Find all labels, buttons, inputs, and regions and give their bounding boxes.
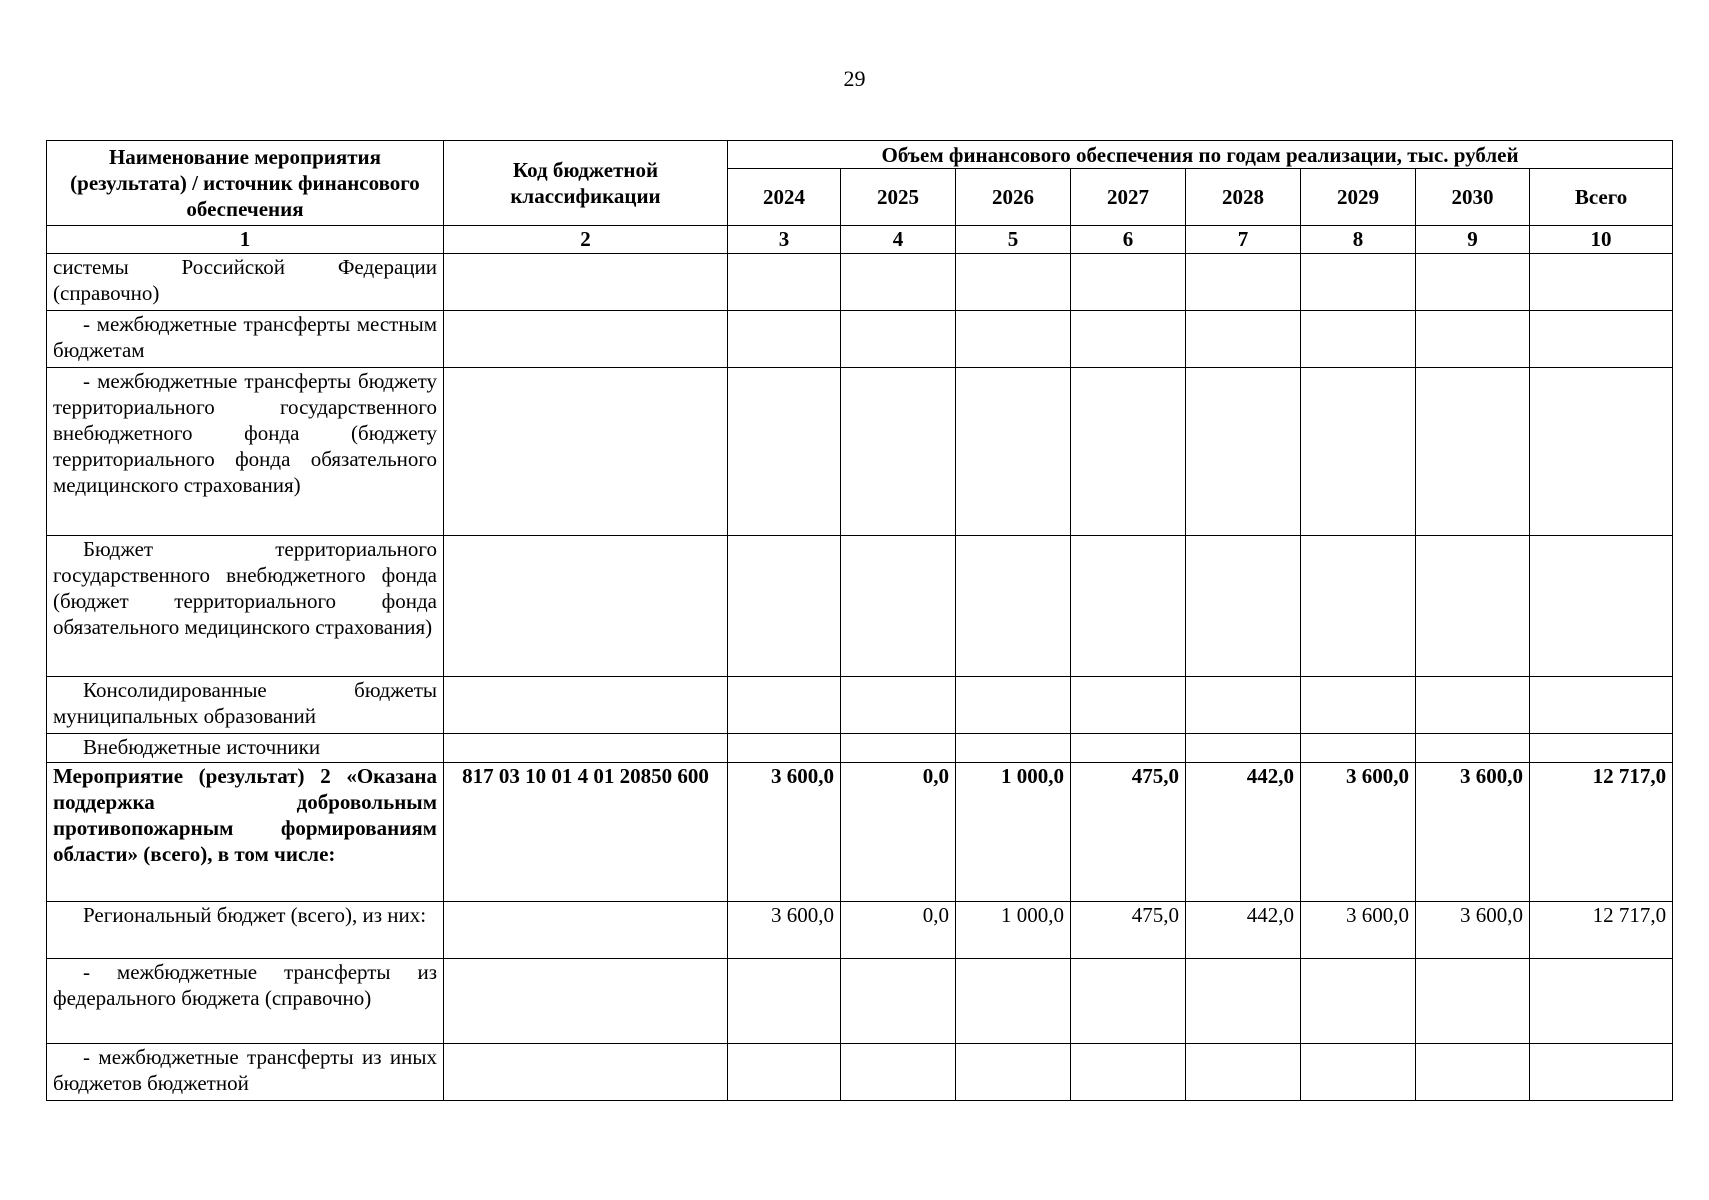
header-year-2028: 2028	[1186, 169, 1301, 226]
row-value-2028	[1186, 311, 1301, 368]
header-year-2029: 2029	[1301, 169, 1416, 226]
header-column-numbers	[47, 226, 1673, 254]
col-number: 1	[47, 226, 444, 254]
col-number: 10	[1530, 226, 1673, 254]
financing-table	[46, 140, 1673, 1101]
row-value-2029: 3 600,0	[1301, 902, 1416, 959]
col-number: 7	[1186, 226, 1301, 254]
row-value-2028	[1186, 959, 1301, 1044]
row-value-2024	[728, 1044, 841, 1101]
row-value-2024	[728, 677, 841, 734]
row-value-total	[1530, 254, 1673, 311]
row-code	[444, 734, 728, 763]
row-value-2029	[1301, 734, 1416, 763]
table-row	[47, 254, 1673, 311]
col-number: 2	[444, 226, 728, 254]
row-value-2029	[1301, 536, 1416, 677]
row-code	[444, 536, 728, 677]
header-name: Наименование мероприятия (результата) / источник финансового обеспечения	[47, 141, 444, 226]
row-value-2028	[1186, 254, 1301, 311]
row-value-2030	[1416, 311, 1530, 368]
row-value-total	[1530, 1044, 1673, 1101]
row-value-total	[1530, 959, 1673, 1044]
table-row	[47, 368, 1673, 536]
row-value-2025: 0,0	[841, 902, 956, 959]
row-value-2024	[728, 959, 841, 1044]
row-value-2026	[956, 734, 1071, 763]
row-value-2026	[956, 254, 1071, 311]
table-row	[47, 959, 1673, 1044]
header-volume: Объем финансового обеспечения по годам реализации, тыс. рублей	[728, 141, 1673, 169]
row-value-2030	[1416, 368, 1530, 536]
row-name: системы Российской Федерации (справочно)	[47, 254, 444, 311]
row-value-2025	[841, 734, 956, 763]
row-value-2030	[1416, 734, 1530, 763]
row-value-2027	[1071, 677, 1186, 734]
row-name: Внебюджетные источники	[47, 734, 444, 763]
col-number: 3	[728, 226, 841, 254]
row-value-2026	[956, 536, 1071, 677]
row-value-total: 12 717,0	[1530, 902, 1673, 959]
row-value-2024	[728, 311, 841, 368]
row-value-2028	[1186, 368, 1301, 536]
col-number: 8	[1301, 226, 1416, 254]
row-name: Мероприятие (результат) 2 «Оказана поддержка добровольным противопожарным формированиям области» (всего), в том числе:	[47, 763, 444, 902]
row-value-2029	[1301, 1044, 1416, 1101]
row-value-2026	[956, 677, 1071, 734]
row-value-2029	[1301, 368, 1416, 536]
row-value-total	[1530, 536, 1673, 677]
row-value-2026	[956, 311, 1071, 368]
row-value-2027: 475,0	[1071, 763, 1186, 902]
table-row	[47, 902, 1673, 959]
row-value-2027	[1071, 254, 1186, 311]
row-code	[444, 959, 728, 1044]
row-value-2030	[1416, 254, 1530, 311]
header-code: Код бюджетной классификации	[444, 141, 728, 226]
col-number: 5	[956, 226, 1071, 254]
table-row	[47, 677, 1673, 734]
row-value-2027	[1071, 368, 1186, 536]
row-value-2028: 442,0	[1186, 902, 1301, 959]
row-value-2026	[956, 959, 1071, 1044]
row-value-2029	[1301, 311, 1416, 368]
row-name: Региональный бюджет (всего), из них:	[47, 902, 444, 959]
header-year-2030: 2030	[1416, 169, 1530, 226]
header-year-2024: 2024	[728, 169, 841, 226]
row-value-2025	[841, 1044, 956, 1101]
row-value-2030	[1416, 536, 1530, 677]
row-value-2027	[1071, 536, 1186, 677]
row-name: - межбюджетные трансферты бюджету территориального государственного внебюджетного фонда (бюджету территориального фонда обязательного медицинского страхования)	[47, 368, 444, 536]
row-code: 817 03 10 01 4 01 20850 600	[444, 763, 728, 902]
row-code	[444, 1044, 728, 1101]
row-value-2030: 3 600,0	[1416, 902, 1530, 959]
table-row	[47, 734, 1673, 763]
row-value-total	[1530, 734, 1673, 763]
row-value-2027	[1071, 734, 1186, 763]
table-row	[47, 536, 1673, 677]
row-value-2024	[728, 536, 841, 677]
table-row-activity	[47, 763, 1673, 902]
row-value-total: 12 717,0	[1530, 763, 1673, 902]
row-value-2025	[841, 536, 956, 677]
header-row-1	[47, 141, 1673, 169]
row-code	[444, 311, 728, 368]
row-value-2029: 3 600,0	[1301, 763, 1416, 902]
row-name: - межбюджетные трансферты местным бюджетам	[47, 311, 444, 368]
row-value-2026	[956, 368, 1071, 536]
header-year-2026: 2026	[956, 169, 1071, 226]
col-number: 9	[1416, 226, 1530, 254]
row-value-2030	[1416, 1044, 1530, 1101]
row-value-2024: 3 600,0	[728, 902, 841, 959]
row-name: Консолидированные бюджеты муниципальных образований	[47, 677, 444, 734]
row-value-2027: 475,0	[1071, 902, 1186, 959]
row-value-2024: 3 600,0	[728, 763, 841, 902]
row-value-2028	[1186, 677, 1301, 734]
col-number: 6	[1071, 226, 1186, 254]
row-value-2027	[1071, 959, 1186, 1044]
row-code	[444, 902, 728, 959]
row-value-2025	[841, 677, 956, 734]
row-name: - межбюджетные трансферты из иных бюджетов бюджетной	[47, 1044, 444, 1101]
row-value-2027	[1071, 311, 1186, 368]
row-value-2030	[1416, 959, 1530, 1044]
row-name: - межбюджетные трансферты из федерального бюджета (справочно)	[47, 959, 444, 1044]
row-name: Бюджет территориального государственного внебюджетного фонда (бюджет территориального фонда обязательного медицинского страхования)	[47, 536, 444, 677]
row-code	[444, 677, 728, 734]
row-value-2026	[956, 1044, 1071, 1101]
row-value-2029	[1301, 254, 1416, 311]
row-value-2025	[841, 254, 956, 311]
row-value-2024	[728, 734, 841, 763]
row-code	[444, 368, 728, 536]
row-value-total	[1530, 368, 1673, 536]
table-row	[47, 1044, 1673, 1101]
row-value-2025: 0,0	[841, 763, 956, 902]
col-number: 4	[841, 226, 956, 254]
row-value-2029	[1301, 959, 1416, 1044]
row-value-2025	[841, 311, 956, 368]
row-value-2026: 1 000,0	[956, 902, 1071, 959]
row-value-2028	[1186, 734, 1301, 763]
row-value-2030	[1416, 677, 1530, 734]
row-value-2025	[841, 368, 956, 536]
row-value-2028	[1186, 1044, 1301, 1101]
row-code	[444, 254, 728, 311]
row-value-2027	[1071, 1044, 1186, 1101]
page-number: 29	[843, 66, 866, 91]
row-value-2028	[1186, 536, 1301, 677]
row-value-2028: 442,0	[1186, 763, 1301, 902]
row-value-2024	[728, 368, 841, 536]
header-total: Всего	[1530, 169, 1673, 226]
header-year-2027: 2027	[1071, 169, 1186, 226]
row-value-2029	[1301, 677, 1416, 734]
row-value-2025	[841, 959, 956, 1044]
row-value-total	[1530, 311, 1673, 368]
row-value-2030: 3 600,0	[1416, 763, 1530, 902]
row-value-2026: 1 000,0	[956, 763, 1071, 902]
row-value-2024	[728, 254, 841, 311]
table-row	[47, 311, 1673, 368]
header-year-2025: 2025	[841, 169, 956, 226]
row-value-total	[1530, 677, 1673, 734]
